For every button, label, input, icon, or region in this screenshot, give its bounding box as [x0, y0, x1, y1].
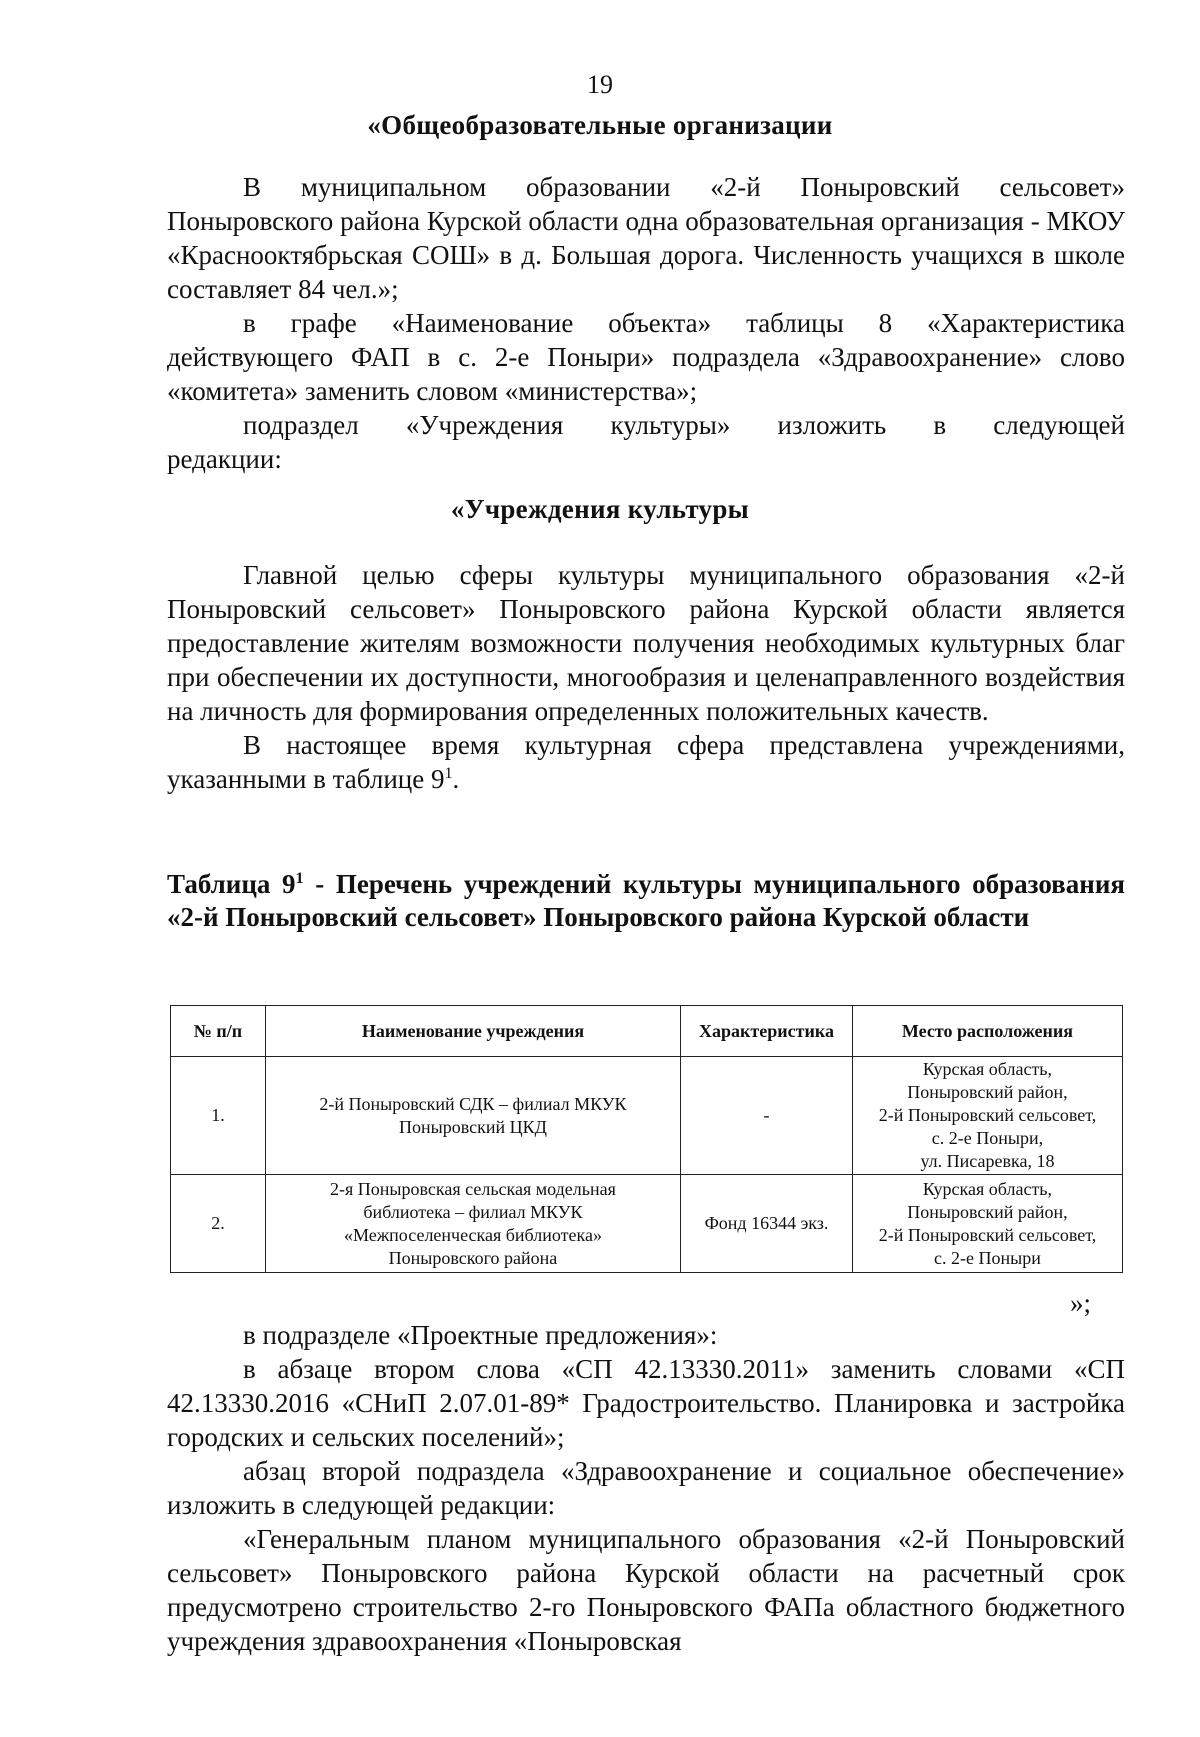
paragraph: подраздел «Учреждения культуры» изложить в следующей — [243, 410, 1125, 440]
table-closing-quote: »; — [1070, 1288, 1092, 1318]
header-characteristic: Характеристика — [681, 1006, 853, 1057]
header-name: Наименование учреждения — [265, 1006, 680, 1057]
header-location: Место расположения — [852, 1006, 1122, 1057]
paragraph: В муниципальном образовании «2-й Поныровский сельсовет» Поныровского района Курской области одна образовательная организация - МКОУ «Краснооктябрьская СОШ» в д. Большая дорога. Численность учащихся в школе составляет 84 чел.»; — [167, 172, 1125, 304]
header-num: № п/п — [171, 1006, 266, 1057]
section-heading-schools: «Общеобразовательные организации — [367, 110, 833, 140]
cell-location: Курская область, Поныровский район, 2-й Поныровский сельсовет, с. 2-е Поныри — [852, 1175, 1122, 1273]
culture-institutions-table — [170, 1005, 1123, 1273]
cell-characteristic: Фонд 16344 экз. — [681, 1175, 853, 1273]
cell-num: 2. — [171, 1175, 266, 1273]
paragraph: Главной целью сферы культуры муниципального образования «2-й Поныровский сельсовет» Поныровского района Курской области является предоставление жителям возможности получения необходимых культурных благ при обеспечении их доступности, многообразия и целенаправленного воздействия на личность для формирования определенных положительных качеств. — [167, 560, 1125, 726]
table-title: Таблица $9^1$ - Перечень учреждений культуры муниципального образования «2-й Поныровский сельсовет» Поныровского района Курской области — [167, 869, 1125, 932]
paragraph: в абзаце втором слова «СП 42.13330.2011» заменить словами «СП 42.13330.2016 «СНиП 2.07.01-89* Градостроительство. Планировка и застройка городских и сельских поселений»; — [167, 1354, 1125, 1452]
cell-name: 2-я Поныровская сельская модельная библиотека – филиал МКУК «Межпоселенческая библиотека» Поныровского района — [265, 1175, 680, 1273]
paragraph: в графе «Наименование объекта» таблицы 8 «Характеристика действующего ФАП в с. 2-е Поныри» подраздела «Здравоохранение» слово «комитета» заменить словом «министерства»; — [167, 308, 1125, 406]
cell-num: 1. — [171, 1057, 266, 1175]
paragraph: «Генеральным планом муниципального образования «2-й Поныровский сельсовет» Поныровского района Курской области на расчетный срок предусмотрено строительство 2-го Поныровского ФАПа областного бюджетного учреждения здравоохранения «Поныровская — [167, 1524, 1125, 1656]
paragraph: в подразделе «Проектные предложения»: — [243, 1320, 718, 1350]
table-row — [171, 1057, 1123, 1175]
cell-characteristic: - — [681, 1057, 853, 1175]
paragraph-block-1 — [167, 170, 1125, 476]
paragraph: абзац второй подраздела «Здравоохранение и социальное обеспечение» изложить в следующей редакции: — [167, 1456, 1125, 1520]
cell-location: Курская область, Поныровский район, 2-й Поныровский сельсовет, с. 2-е Поныри, ул. Писаревка, 18 — [852, 1057, 1122, 1175]
paragraph-block-2 — [167, 558, 1125, 796]
page-number: 19 — [587, 70, 613, 99]
cell-name: 2-й Поныровский СДК – филиал МКУК Поныровский ЦКД — [265, 1057, 680, 1175]
table-row — [171, 1175, 1123, 1273]
paragraph: редакции: — [167, 444, 282, 474]
section-heading-culture: «Учреждения культуры — [450, 494, 750, 524]
paragraph-block-3 — [167, 1318, 1125, 1658]
paragraph: В настоящее время культурная сфера представлена учреждениями, указанными в таблице $9^1$. — [167, 730, 1125, 794]
table-header-row — [171, 1006, 1123, 1057]
